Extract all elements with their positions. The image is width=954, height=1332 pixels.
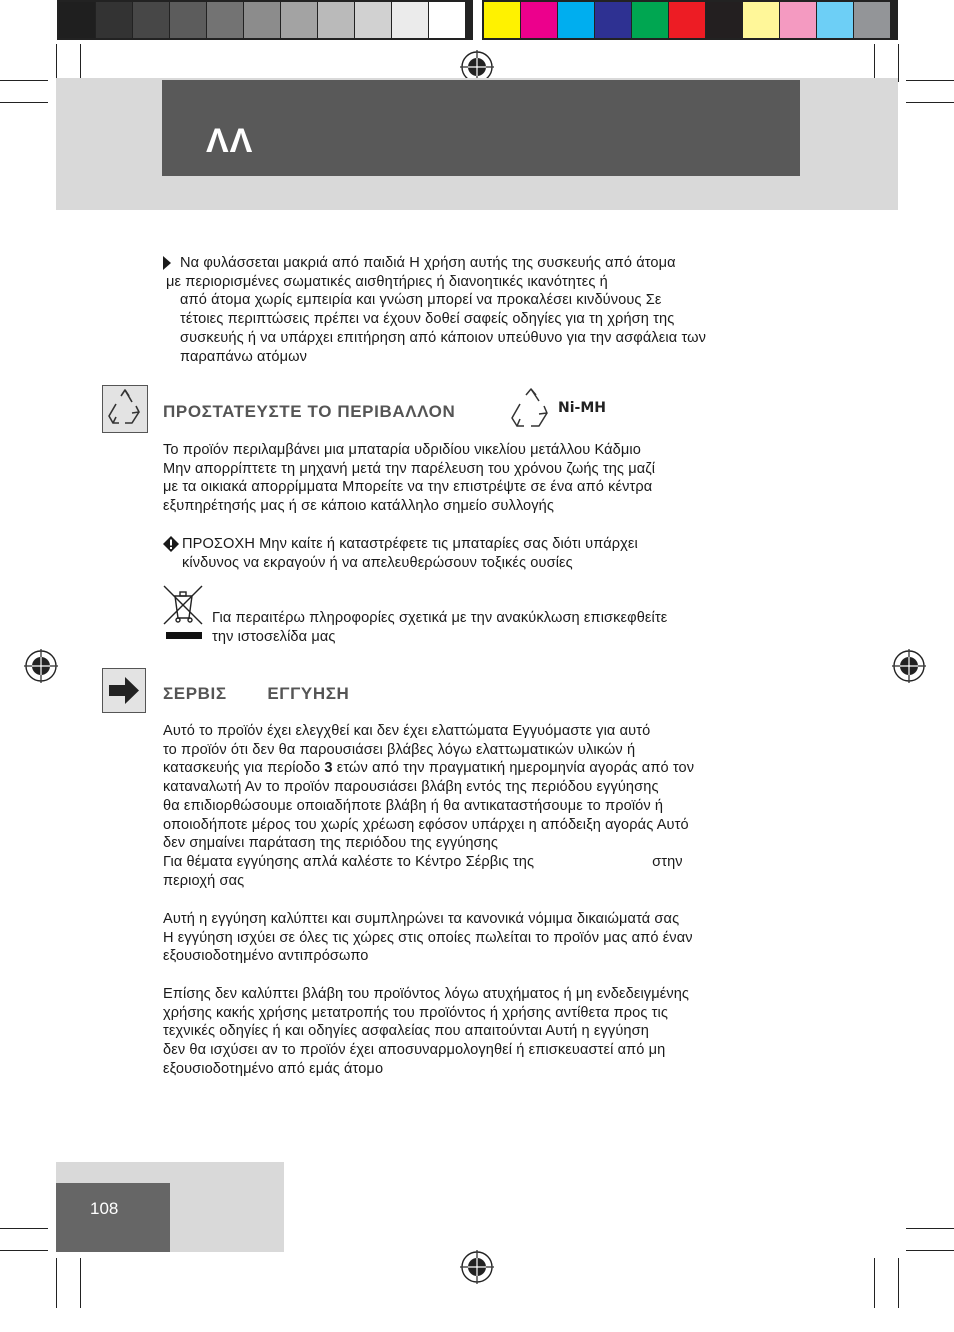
caution-text	[182, 535, 822, 572]
page-number: 108	[90, 1199, 119, 1218]
text-line: από άτομα χωρίς εμπειρία και γνώση μπορεί να προκαλέσει κινδύνους Σε	[180, 292, 662, 309]
color-swatch	[244, 2, 280, 38]
text-line: Για περαιτέρω πληροφορίες σχετικά με την ανακύκλωση επισκεφθείτε	[212, 610, 668, 626]
text-line: χρήσης κακής χρήσης μετατροπής του προϊόντος ή χρήσης αντίθετα προς τις	[163, 1004, 668, 1021]
text-line: περιοχή σας	[163, 872, 245, 889]
text-line: το προϊόν ότι δεν θα παρουσιάσει βλάβες λόγω ελαττωματικών υλικών ή	[163, 741, 636, 758]
page-number-box	[56, 1183, 170, 1252]
color-swatch	[484, 2, 520, 38]
color-swatch	[207, 2, 243, 38]
color-swatch	[133, 2, 169, 38]
color-swatch	[669, 2, 705, 38]
color-swatch	[96, 2, 132, 38]
text-line: εξουσιοδοτημένο από εμάς άτομο	[163, 1060, 384, 1077]
text-line: εξουσιοδοτημένο αντιπρόσωπο	[163, 948, 369, 965]
color-swatch	[632, 2, 668, 38]
color-swatch	[355, 2, 391, 38]
header-bar	[162, 80, 800, 176]
text-line: θα επιδιορθώσουμε οποιαδήποτε βλάβη ή θα αντικαταστήσουμε το προϊόν ή	[163, 797, 664, 814]
color-swatch	[59, 2, 95, 38]
text-line: καταναλωτή Αν το προϊόν παρουσιάσει βλάβη εντός της περιόδου εγγύησης	[163, 779, 659, 796]
warranty-text-block-3	[163, 985, 803, 1079]
color-swatch-bar	[484, 2, 891, 38]
environment-text	[163, 441, 803, 516]
heading-part: ΕΓΓΥΗΣΗ	[267, 684, 350, 703]
registration-mark-icon	[460, 1250, 494, 1284]
registration-mark-icon	[24, 649, 58, 683]
color-swatch	[743, 2, 779, 38]
service-heading	[163, 684, 349, 704]
battery-type-label: Ni-MH	[558, 400, 606, 416]
text-line: Αυτή η εγγύηση καλύπτει και συμπληρώνει τα κανονικά νόμιμα δικαιώματά σας	[163, 911, 680, 927]
heading-part: ΣΕΡΒΙΣ	[163, 684, 227, 703]
warranty-years: 3	[324, 760, 333, 777]
text-line: Αυτό το προϊόν έχει ελεγχθεί και δεν έχει ελαττώματα Εγγυόμαστε για αυτό	[163, 723, 651, 739]
recycle-icon	[103, 386, 147, 432]
warranty-text-block-2	[163, 910, 803, 966]
text-line: δεν σημαίνει παράταση της περιόδου της εγγύησης	[163, 835, 499, 852]
color-swatch	[817, 2, 853, 38]
weee-bin-icon	[162, 584, 206, 642]
color-swatch	[170, 2, 206, 38]
text-line: Μην απορρίπτετε τη μηχανή μετά την παρέλευση του χρόνου ζωής της μαζί	[163, 460, 656, 477]
text-line: Το προϊόν περιλαμβάνει μια μπαταρία υδριδίου νικελίου μετάλλου Κάδμιο	[163, 442, 641, 458]
text-line: τέτοιες περιπτώσεις πρέπει να έχουν δοθεί σαφείς οδηγίες για τη χρήση της	[180, 311, 675, 328]
warranty-text-block-1	[163, 722, 803, 890]
text-line: παραπάνω ατόμων	[180, 348, 308, 365]
color-swatch	[854, 2, 890, 38]
text-line: με τα οικιακά απορρίμματα Μπορείτε να την επιστρέψτε σε ένα από κέντρα	[163, 479, 653, 496]
recycle-icon-box	[102, 385, 148, 433]
color-swatch	[780, 2, 816, 38]
text-line: κίνδυνος να εκραγούν ή να απελευθερώσουν τοξικές ουσίες	[182, 554, 573, 571]
gray-swatch-bar	[59, 2, 466, 38]
color-swatch	[392, 2, 428, 38]
text-line: τεχνικές οδηγίες ή και οδηγίες ασφαλείας που απαιτούνται Αυτή η εγγύηση	[163, 1023, 649, 1040]
color-swatch	[595, 2, 631, 38]
language-title: ΛΛ	[206, 122, 254, 160]
text-line: Η εγγύηση ισχύει σε όλες τις χώρες στις οποίες πωλείται το προϊόν μας από έναν	[163, 929, 693, 946]
text-line: οποιοδήποτε μέρος του χωρίς χρέωση εφόσον υπάρχει η απόδειξη αγοράς Αυτό	[163, 816, 689, 833]
color-swatch	[706, 2, 742, 38]
text-line: Να φυλάσσεται μακριά από παιδιά Η χρήση αυτής της συσκευής από άτομα	[180, 255, 676, 271]
text-line: κατασκευής για περίοδο 3 ετών από την πραγματική ημερομηνία αγοράς από τον	[163, 760, 695, 777]
environment-heading: ΠΡΟΣΤΑΤΕΥΣΤΕ ΤΟ ΠΕΡΙΒΑΛΛΟΝ	[163, 402, 456, 421]
text-line: δεν θα ισχύσει αν το προϊόν έχει αποσυναρμολογηθεί ή επισκευαστεί από μη	[163, 1042, 666, 1059]
color-swatch	[521, 2, 557, 38]
bullet-arrow-icon	[162, 256, 172, 270]
color-swatch	[558, 2, 594, 38]
arrow-icon-box	[102, 668, 146, 713]
text-line: εξυπηρέτησής μας ή σε κάποιο κατάλληλο σημείο συλλογής	[163, 498, 555, 515]
arrow-right-icon	[103, 669, 145, 712]
color-swatch	[318, 2, 354, 38]
text-line: συσκευής ή να υπάρχει επιτήρηση από κάποιον υπεύθυνο για την ασφάλεια των	[180, 329, 706, 346]
registration-mark-icon	[892, 649, 926, 683]
text-line: Για θέματα εγγύησης απλά καλέστε το Κέντρο Σέρβις της στην	[163, 853, 683, 870]
text-line: Επίσης δεν καλύπτει βλάβη του προϊόντος λόγω ατυχήματος ή μη ενδεδειγμένης	[163, 986, 690, 1002]
text-line: με περιορισμένες σωματικές αισθητήριες ή διανοητικές ικανότητες ή	[166, 273, 608, 290]
text-line: ΠΡΟΣΟΧΗ Μην καίτε ή καταστρέφετε τις μπαταρίες σας διότι υπάρχει	[182, 536, 638, 552]
safety-note	[166, 254, 820, 366]
recycling-info-text	[212, 609, 852, 646]
color-swatch	[429, 2, 465, 38]
recycle-icon	[508, 386, 556, 432]
color-swatch	[281, 2, 317, 38]
warning-diamond-icon	[163, 536, 179, 552]
text-line: την ιστοσελίδα μας	[212, 628, 336, 645]
